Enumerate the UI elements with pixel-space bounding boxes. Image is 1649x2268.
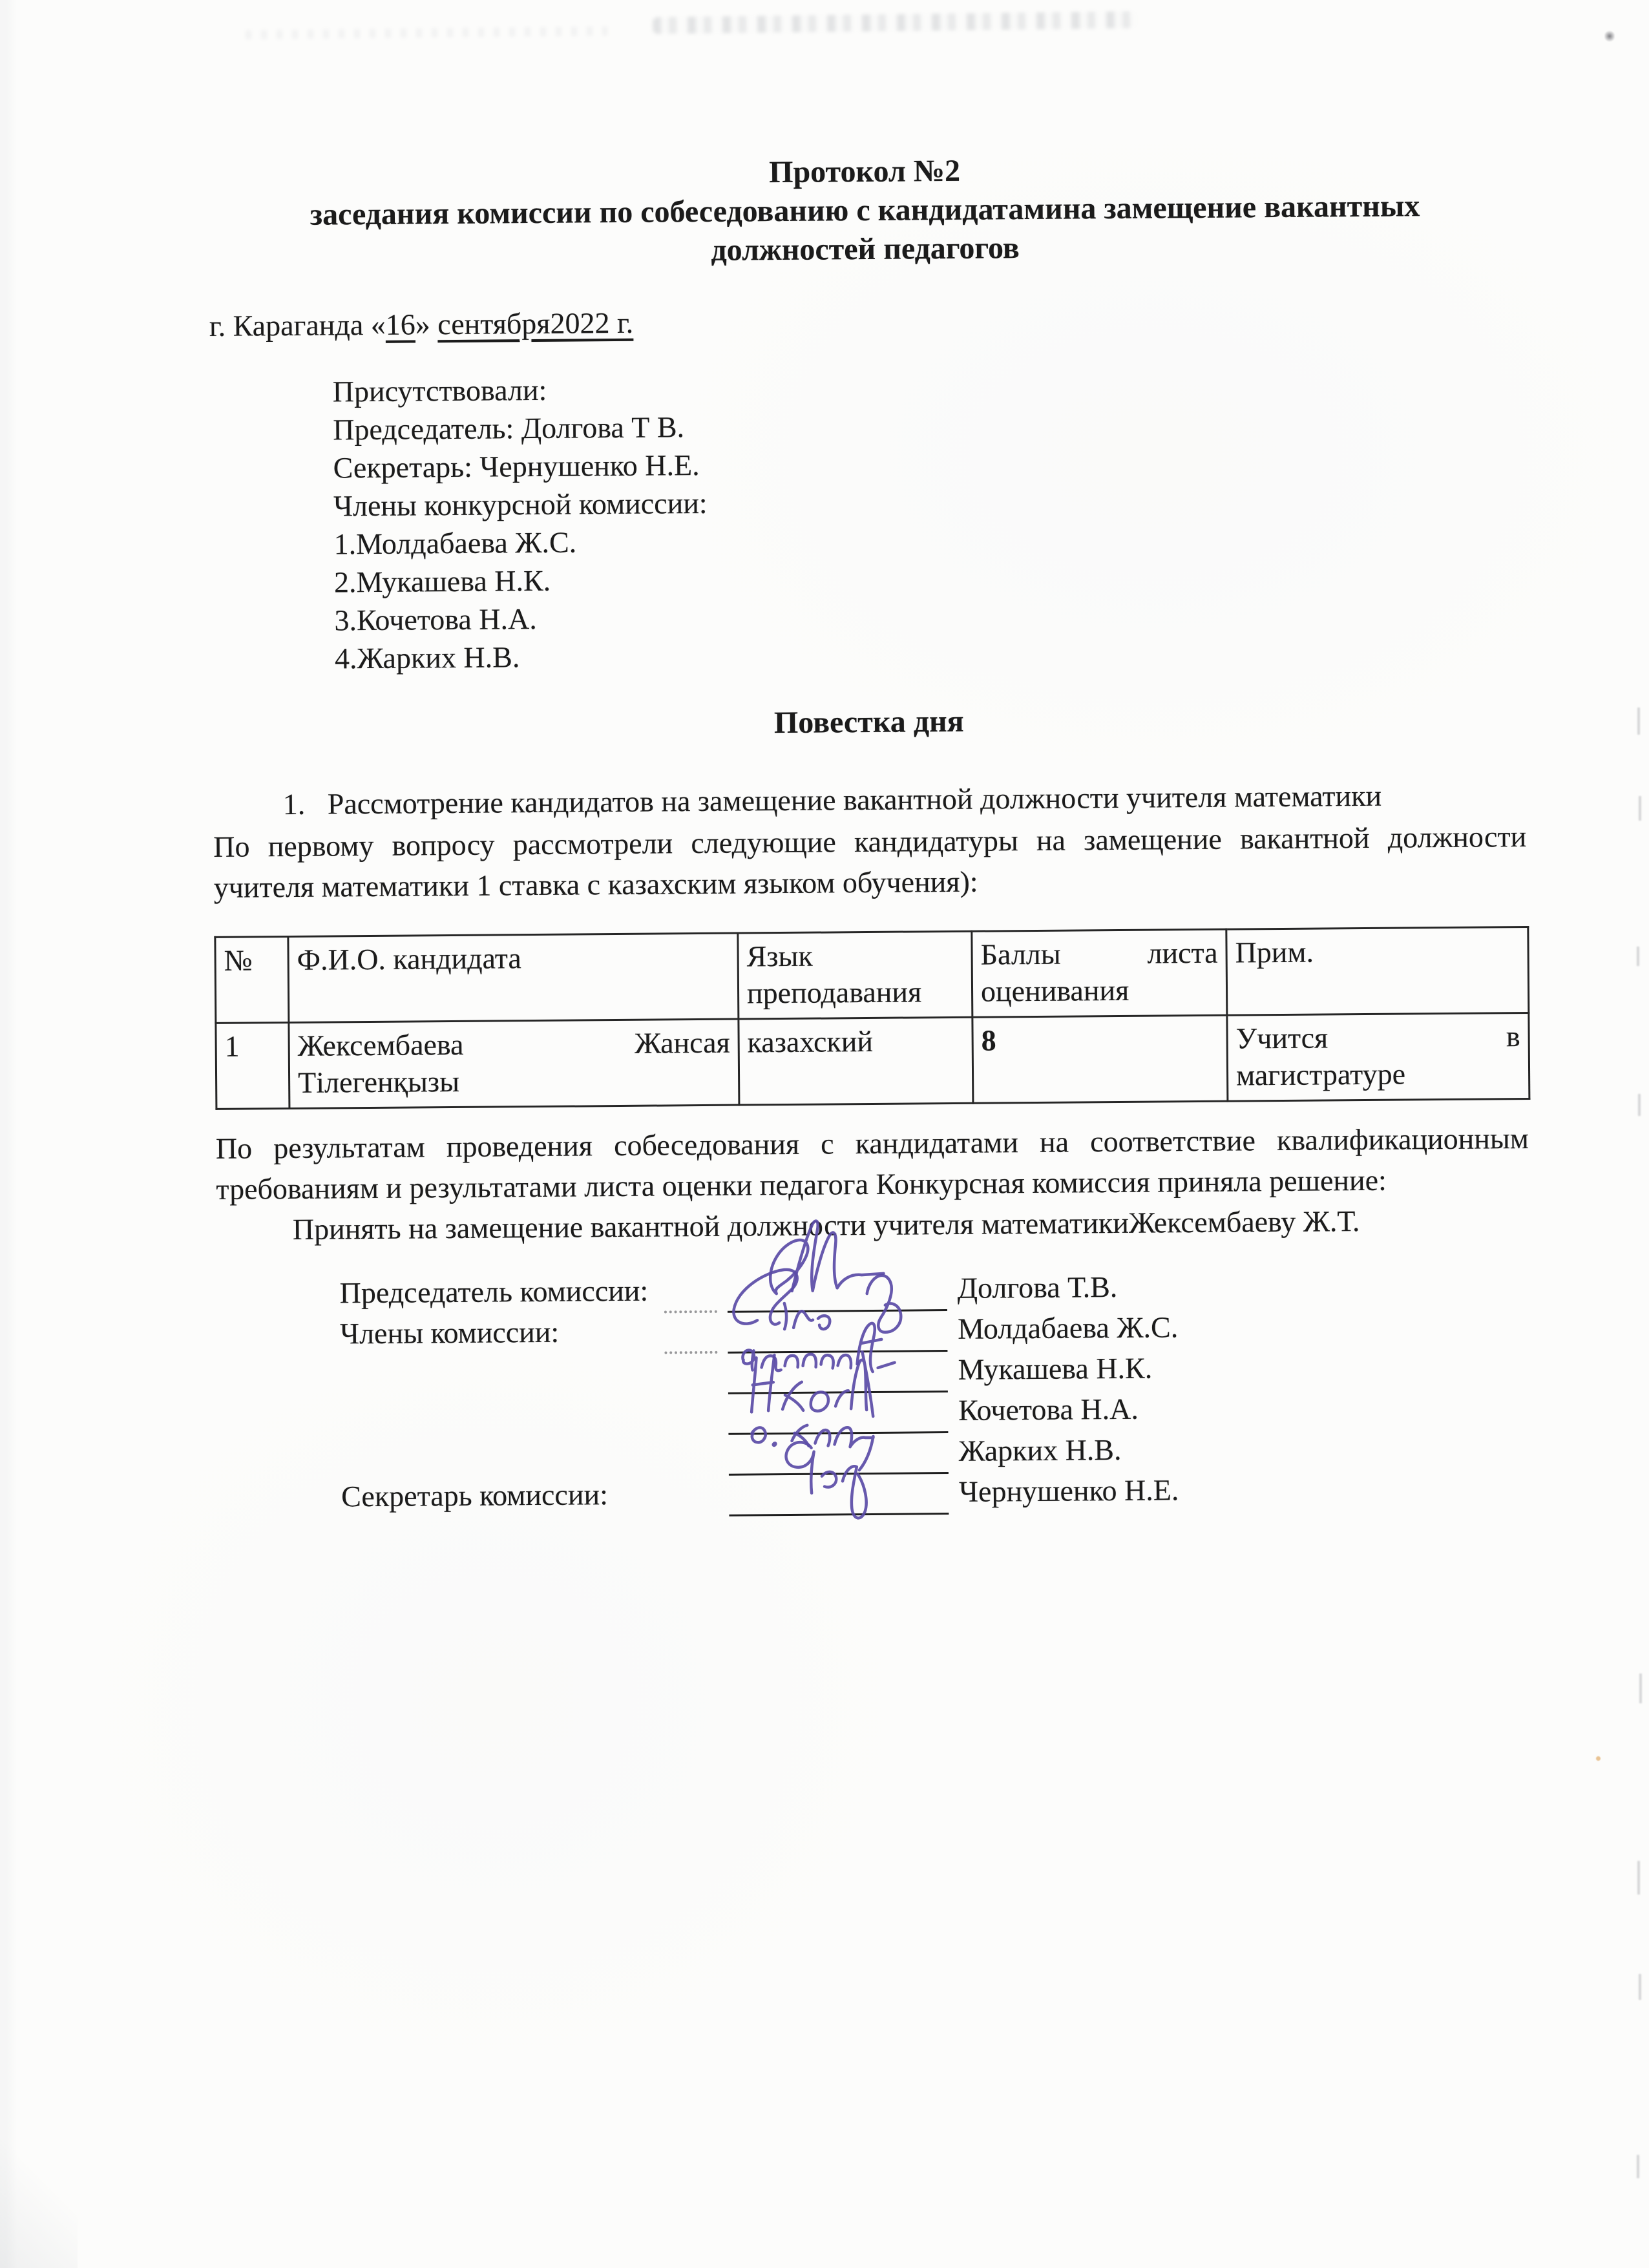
quote-close: » (415, 308, 438, 341)
members-label: Члены конкурсной комиссии: (333, 486, 708, 523)
signature-row-secretary (218, 1469, 1531, 1520)
title-line-3: должностей педагогов (711, 231, 1020, 268)
header-score: Баллы листа оценивания (972, 929, 1227, 1017)
city-label: г. Караганда « (209, 308, 386, 342)
header-number: № (215, 937, 289, 1024)
scan-artifact-edge-tick (1639, 796, 1641, 821)
signature-label: Секретарь комиссии: (341, 1478, 609, 1513)
signature-name: Долгова Т.В. (957, 1270, 1118, 1305)
signature-line (729, 1476, 949, 1517)
member-item: 4.Жарких Н.В. (334, 640, 520, 675)
table-header-row (215, 927, 1529, 1023)
header-fio: Ф.И.О. кандидата (288, 933, 739, 1022)
signature-label: Председатель комиссии: (339, 1274, 649, 1310)
cell-language: казахский (739, 1017, 973, 1105)
signature-name: Жарких Н.В. (958, 1433, 1122, 1467)
agenda-heading: Повестка дня (773, 704, 964, 740)
scan-artifact-edge-tick (1637, 947, 1639, 966)
candidates-table (214, 926, 1530, 1110)
header-language: Язык преподавания (738, 931, 972, 1019)
signature-ink-chernushenko (715, 1411, 961, 1522)
scan-artifact-edge-tick (1637, 2155, 1639, 2178)
signature-name: Мукашева Н.К. (958, 1351, 1153, 1386)
scan-artifact-speck (1596, 1756, 1601, 1761)
document-body (207, 0, 1531, 1520)
title-line-1: Протокол №2 (768, 153, 961, 190)
cell-number: 1 (216, 1023, 289, 1109)
document-title (208, 147, 1522, 274)
place-and-date-line (209, 296, 1522, 346)
signature-block (216, 1266, 1531, 1520)
score-value: 8 (981, 1024, 996, 1057)
title-line-2: заседания комиссии по собеседованию с кандидатамина замещение вакантных (310, 189, 1420, 232)
paragraph-candidates: По первому вопросу рассмотрели следующие кандидатуры на замещение вакантной должности учителя математики 1 ставка с казахским языком обучения): (213, 819, 1527, 904)
cell-note: Учится в магистратуре (1227, 1013, 1529, 1101)
member-item: 1.Молдабаева Ж.С. (333, 525, 577, 561)
member-item: 3.Кочетова Н.А. (334, 602, 537, 637)
present-label: Присутствовали: (332, 373, 547, 408)
scan-artifact-edge-tick (1637, 708, 1640, 735)
cell-fio: Жексембаева Жансая Тілегенқызы (289, 1019, 739, 1108)
signature-label: Члены комиссии: (339, 1315, 560, 1350)
scan-artifact-edge-tick (1637, 1861, 1640, 1895)
paragraph-results: По результатам проведения собеседования с кандидатами на соответствие квалификационным требованиям и результатами листа оценки педагога Конкурсная комиссия приняла решение: (215, 1121, 1529, 1206)
scan-artifact-corner-shade (0, 2139, 78, 2268)
secretary-line: Секретарь: Чернушенко Н.Е. (333, 448, 700, 485)
table-row (216, 1013, 1529, 1109)
signature-name: Чернушенко Н.Е. (958, 1473, 1179, 1508)
member-item: 2.Мукашева Н.К. (333, 563, 551, 599)
header-note: Прим. (1226, 927, 1529, 1015)
scan-artifact-edge-tick (1638, 1094, 1641, 1116)
date-day: 16 (385, 308, 415, 341)
scan-artifact-top-right-mark (1604, 30, 1615, 43)
date-month-year: сентября2022 г. (437, 306, 634, 341)
signature-name: Кочетова Н.А. (958, 1392, 1139, 1427)
signature-name: Молдабаева Ж.С. (957, 1310, 1179, 1345)
agenda-item-1: 1. Рассмотрение кандидатов на замещение вакантной должности учителя математики (282, 779, 1382, 821)
scan-artifact-edge-tick (1639, 1974, 1641, 2000)
cell-score (972, 1015, 1228, 1103)
decision-line: Принять на замещение вакантной должности учителя математикиЖексембаеву Ж.Т. (292, 1204, 1360, 1246)
attendees-block (333, 363, 1526, 677)
scan-artifact-edge-tick (1639, 1674, 1642, 1703)
chairman-line: Председатель: Долгова Т В. (332, 410, 685, 446)
